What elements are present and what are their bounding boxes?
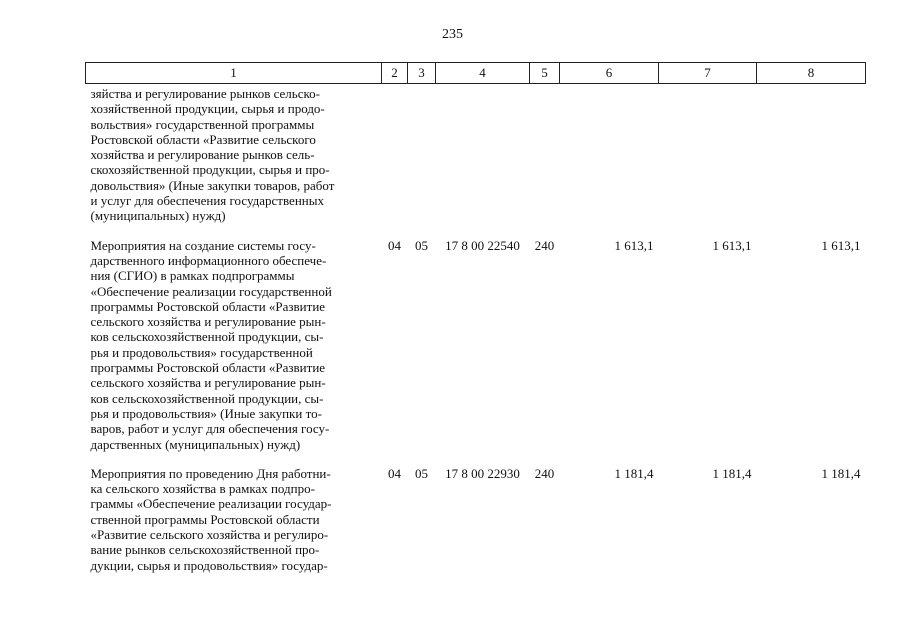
description-line: «Обеспечение реализации государственной [90,283,332,299]
description-line: ков сельскохозяйственной продукции, сы- [90,329,324,345]
table-row [86,84,866,238]
description-line: варов, работ и услуг для обеспечения госу- [90,421,330,437]
description-line: хозяйства и регулирование рынков сель- [90,147,315,163]
section-code-cell: 04 [388,237,401,253]
expense-type-cell: 240 [534,237,555,253]
description-line: Мероприятия по проведению Дня работни- [90,465,331,481]
description-line: программы Ростовской области «Развитие [90,360,326,376]
description-line: Ростовской области «Развитие сельского [90,131,316,147]
column-header-4: 4 [436,63,530,84]
amount-cell-6: 1 613,1 [614,237,654,253]
column-header-5: 5 [530,63,560,84]
expense-type-cell: 240 [534,465,555,481]
description-line: ния (СГИО) в рамках подпрограммы [90,268,295,284]
target-article-cell: 17 8 00 22540 [445,237,520,253]
description-line: ка сельского хозяйства в рамках подпро- [90,481,315,497]
description-line: и услуг для обеспечения государственных [90,193,324,209]
budget-table [85,62,866,587]
description-line: (муниципальных) нужд) [90,208,226,224]
expense-type-cell [530,84,560,238]
column-header-3: 3 [408,63,436,84]
amount-cell-6: 1 181,4 [614,465,654,481]
subsection-code-cell: 05 [415,237,428,253]
subsection-code-cell [408,84,436,238]
description-cell [86,84,382,238]
description-line: «Развитие сельского хозяйства и регулиро- [90,527,329,543]
table-row [86,466,866,587]
description-line: дукции, сырья и продовольствия» государ- [90,557,328,573]
target-article-cell [436,84,530,238]
section-code-cell: 04 [388,465,401,481]
description-line: рья и продовольствия» государственной [90,344,313,360]
description-line: программы Ростовской области «Развитие [90,298,326,314]
column-header-1: 1 [86,63,382,84]
column-header-6: 6 [560,63,659,84]
amount-cell-6 [560,84,659,238]
amount-cell-7: 1 181,4 [712,465,752,481]
amount-cell-7 [659,84,757,238]
description-line: зяйства и регулирование рынков сельско- [90,86,320,101]
column-header-7: 7 [659,63,757,84]
amount-cell-7: 1 613,1 [712,237,752,253]
table-row [86,238,866,466]
description-line: сельского хозяйства и регулирование рын- [90,375,326,391]
description-cell [86,466,382,587]
description-line: дарственных (муниципальных) нужд) [90,436,301,452]
page-number: 235 [442,27,463,42]
description-line: граммы «Обеспечение реализации государ- [90,496,332,512]
description-line: ков сельскохозяйственной продукции, сы- [90,390,324,406]
subsection-code-cell: 05 [415,465,428,481]
description-line: вольствия» государственной программы [90,116,315,132]
description-line: дарственного информационного обеспече- [90,252,327,268]
description-line: довольствия» (Иные закупки товаров, работ [90,177,335,193]
amount-cell-8 [757,84,866,238]
target-article-cell: 17 8 00 22930 [445,465,520,481]
description-line: сельского хозяйства и регулирование рын- [90,314,326,330]
description-line: хозяйственной продукции, сырья и продо- [90,101,325,117]
column-header-2: 2 [382,63,408,84]
section-code-cell [382,84,408,238]
description-line: ственной программы Ростовской области [90,511,320,527]
description-line: вание рынков сельскохозяйственной про- [90,542,320,558]
amount-cell-8: 1 613,1 [821,237,861,253]
description-cell [86,238,382,466]
header-row [86,63,866,84]
column-header-8: 8 [757,63,866,84]
description-line: Мероприятия на создание системы госу- [90,237,316,253]
amount-cell-8: 1 181,4 [821,465,861,481]
description-line: рья и продовольствия» (Иные закупки то- [90,405,322,421]
description-line: скохозяйственной продукции, сырья и про- [90,162,330,178]
